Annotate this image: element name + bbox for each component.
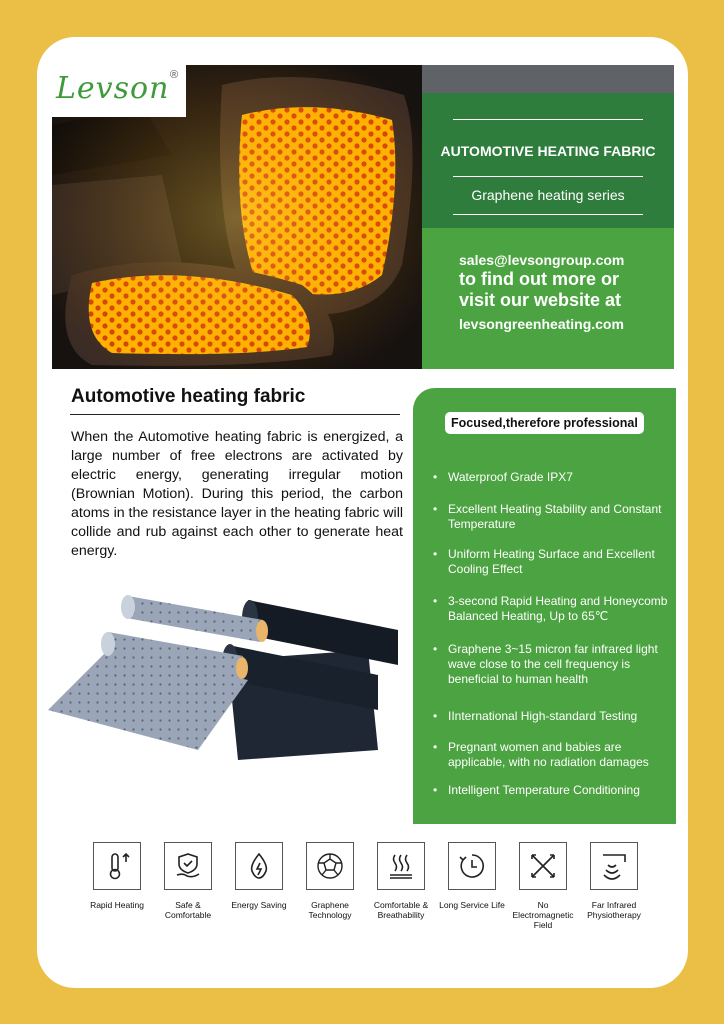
fabric-rolls-image	[48, 590, 408, 775]
icon-label: Safe & Comfortable	[164, 900, 212, 920]
feature-item: • Excellent Heating Stability and Constant Temperature	[432, 502, 676, 532]
icon-cell-graphene	[295, 842, 365, 920]
graphene-ball-icon	[306, 842, 354, 890]
icon-cell-long-life	[437, 842, 507, 910]
registered-mark: ®	[170, 69, 179, 81]
contact-line1: to find out more or	[459, 268, 619, 289]
header-rule-top	[453, 119, 643, 120]
features-tag: Focused,therefore professional	[445, 412, 644, 434]
header-panel	[422, 93, 674, 228]
feature-item: • Pregnant women and babies are applicable, with no radiation damages	[432, 740, 676, 770]
header-rule-bottom	[453, 214, 643, 215]
icon-label: No Electromagnetic Field	[512, 900, 574, 930]
logo-box	[52, 65, 186, 117]
icon-label: Far Infrared Physiotherapy	[587, 900, 641, 920]
feature-item: • IInternational High-standard Testing	[432, 709, 676, 724]
feature-item: • 3-second Rapid Heating and Honeycomb Balanced Heating, Up to 65℃	[432, 594, 676, 624]
header-rule-mid	[453, 176, 643, 177]
icon-label: Long Service Life	[439, 900, 505, 910]
icon-cell-infrared	[579, 842, 649, 920]
thermometer-icon	[93, 842, 141, 890]
leaf-drop-icon	[235, 842, 283, 890]
icon-cell-no-emf	[508, 842, 578, 930]
header-gray-strip	[422, 65, 674, 93]
header-title: AUTOMOTIVE HEATING FABRIC	[440, 143, 656, 159]
section-title: Automotive heating fabric	[71, 386, 306, 407]
feature-item: • Intelligent Temperature Conditioning	[432, 783, 676, 798]
contact-email[interactable]: sales@levsongroup.com	[459, 252, 625, 268]
icon-cell-breathability	[366, 842, 436, 920]
infrared-icon	[590, 842, 638, 890]
icon-label: Comfortable & Breathability	[373, 900, 429, 920]
icon-cell-safe-comfortable	[153, 842, 223, 920]
icon-label: Graphene Technology	[308, 900, 352, 920]
icon-cell-rapid-heating	[82, 842, 152, 910]
icon-label: Rapid Heating	[90, 900, 144, 910]
section-rule	[70, 414, 400, 415]
heat-waves-icon	[377, 842, 425, 890]
header-subtitle: Graphene heating series	[471, 187, 625, 203]
feature-item: • Graphene 3~15 micron far infrared light wave close to the cell frequency is beneficial to human health	[432, 642, 676, 687]
feature-icons-row	[82, 842, 652, 932]
brand-logo: Levson	[56, 71, 170, 106]
contact-line2: visit our website at	[459, 290, 622, 311]
contact-block	[459, 252, 624, 333]
contact-website[interactable]: levsongreenheating.com	[459, 315, 624, 332]
intro-paragraph: When the Automotive heating fabric is energized, a large number of free electrons are activated by electric energy, generating irregular motion (Brownian Motion). During this period, the carbon atoms in the resistance layer in the heating fabric will collide and rub against each other to generate heat energy.	[71, 429, 403, 559]
no-emf-icon	[519, 842, 567, 890]
shield-hand-icon	[164, 842, 212, 890]
feature-item: • Uniform Heating Surface and Excellent Cooling Effect	[432, 547, 676, 577]
clock-icon	[448, 842, 496, 890]
icon-cell-energy-saving	[224, 842, 294, 910]
feature-item: • Waterproof Grade IPX7	[432, 470, 676, 485]
icon-label: Energy Saving	[231, 900, 287, 910]
